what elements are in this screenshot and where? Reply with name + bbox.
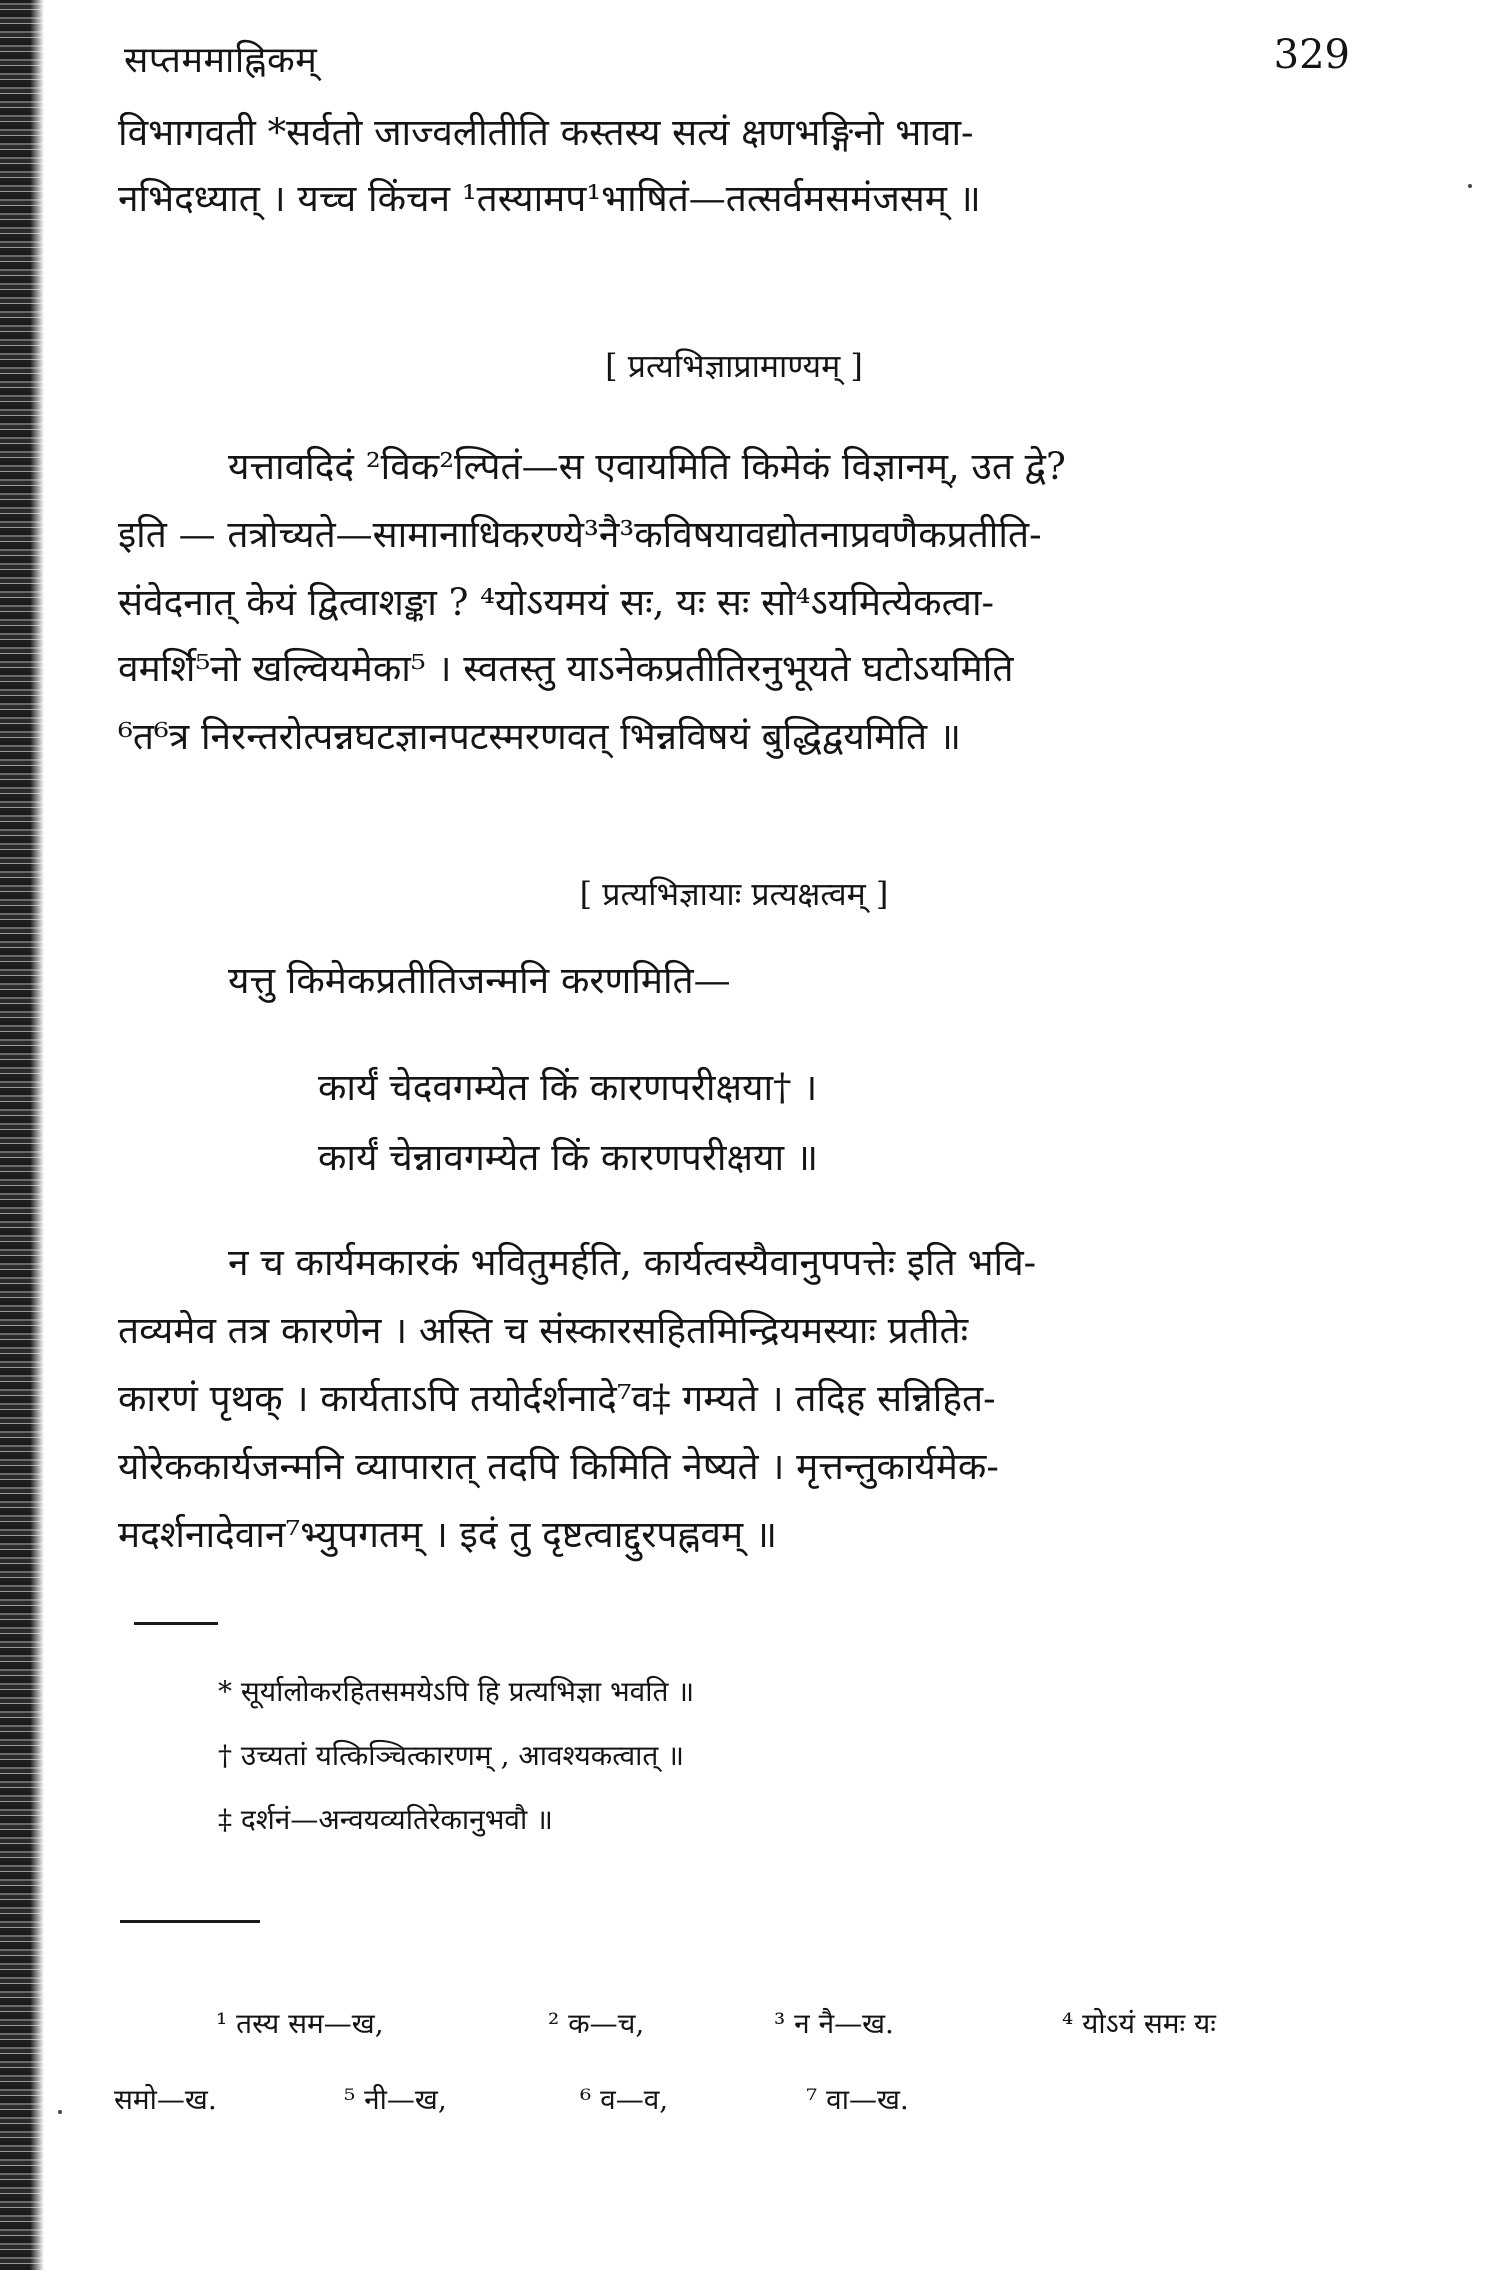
para4-line-4: योरेककार्यजन्मनि व्यापारात् तदपि किमिति नेष्यते । मृत्तन्तुकार्यमेक- (118, 1445, 999, 1488)
footnote-separator-rule (134, 1622, 218, 1625)
para4-line-2: तव्यमेव तत्र कारणेन । अस्ति च संस्कारसहितमिन्द्रियमस्याः प्रतीतेः (118, 1309, 969, 1352)
variant-note-4-cont: समो—ख. (114, 2083, 217, 2116)
book-page (114, 20, 1350, 2220)
para2-line-5: ⁶त⁶त्र निरन्तरोत्पन्नघटज्ञानपटस्मरणवत् भिन्नविषयं बुद्धिद्वयमिति ॥ (118, 715, 961, 758)
para4-line-1: न च कार्यमकारकं भवितुमर्हति, कार्यत्वस्यैवानुपपत्तेः इति भवि- (228, 1241, 1037, 1284)
variant-separator-rule (120, 1920, 260, 1923)
footnote-dagger: † उच्यतां यत्किञ्चित्कारणम् , आवश्यकत्वात् ॥ (218, 1739, 685, 1772)
variant-note-1: ¹ तस्य सम—ख, (216, 2007, 384, 2040)
page-number: 329 (1273, 32, 1350, 78)
variant-note-3: ³ न नै—ख. (774, 2007, 894, 2040)
running-head: सप्तममाह्निकम् (124, 40, 318, 81)
para1-line-1: विभागवती *सर्वतो जाज्वलीतीति कस्तस्य सत्यं क्षणभङ्गिनो भावा- (118, 111, 974, 154)
para4-line-5: मदर्शनादेवान⁷भ्युपगतम् । इदं तु दृष्टत्वाद्दुरपह्नवम् ॥ (118, 1513, 778, 1556)
variant-note-7: ⁷ वा—ख. (806, 2083, 909, 2116)
para2-line-2: इति — तत्रोच्यते—सामानाधिकरण्ये³नै³कविषयावद्योतनाप्रवणैकप्रतीति- (118, 513, 1042, 556)
para1-line-2: नभिदध्यात् । यच्च किंचन ¹तस्यामप¹भाषितं—तत्सर्वमसमंजसम् ॥ (118, 177, 981, 220)
para2-line-4: वमर्शि⁵नो खल्वियमेका⁵ । स्वतस्तु याऽनेकप्रतीतिरनुभूयते घटोऽयमिति (118, 647, 1014, 690)
footnote-double-dagger: ‡ दर्शनं—अन्वयव्यतिरेकानुभवौ ॥ (218, 1803, 553, 1836)
variant-note-2: ² क—च, (548, 2007, 645, 2040)
section-heading-pratyabhijna-pramanyam: [ प्रत्यभिज्ञाप्रामाण्यम् ] (605, 347, 863, 385)
para3-intro: यत्तु किमेकप्रतीतिजन्मनि करणमिति— (228, 959, 731, 1002)
para2-line-3: संवेदनात् केयं द्वित्वाशङ्का ? ⁴योऽयमयं सः, यः सः सो⁴ऽयमित्येकत्वा- (118, 581, 995, 624)
verse-line-2: कार्यं चेन्नावगम्येत किं कारणपरीक्षया ॥ (318, 1136, 818, 1179)
verse-line-1: कार्यं चेदवगम्येत किं कारणपरीक्षया† । (318, 1066, 818, 1109)
para2-line-1: यत्तावदिदं ²विक²ल्पितं—स एवायमिति किमेकं विज्ञानम्, उत द्वे? (228, 445, 1066, 488)
variant-note-4: ⁴ योऽयं समः यः (1062, 2007, 1216, 2040)
para4-line-3: कारणं पृथक् । कार्यताऽपि तयोर्दर्शनादे⁷व‡ गम्यते । तदिह सन्निहित- (118, 1377, 996, 1420)
section-heading-pratyakshatvam: [ प्रत्यभिज्ञायाः प्रत्यक्षत्वम् ] (579, 875, 889, 913)
scan-binding-edge (0, 0, 44, 2270)
scan-speck (1468, 184, 1472, 188)
variant-note-5: ⁵ नी—ख, (344, 2083, 447, 2116)
footnote-asterisk: * सूर्यालोकरहितसमयेऽपि हि प्रत्यभिज्ञा भवति ॥ (218, 1675, 695, 1708)
scan-speck (58, 2110, 62, 2114)
variant-note-6: ⁶ व—व, (580, 2083, 669, 2116)
